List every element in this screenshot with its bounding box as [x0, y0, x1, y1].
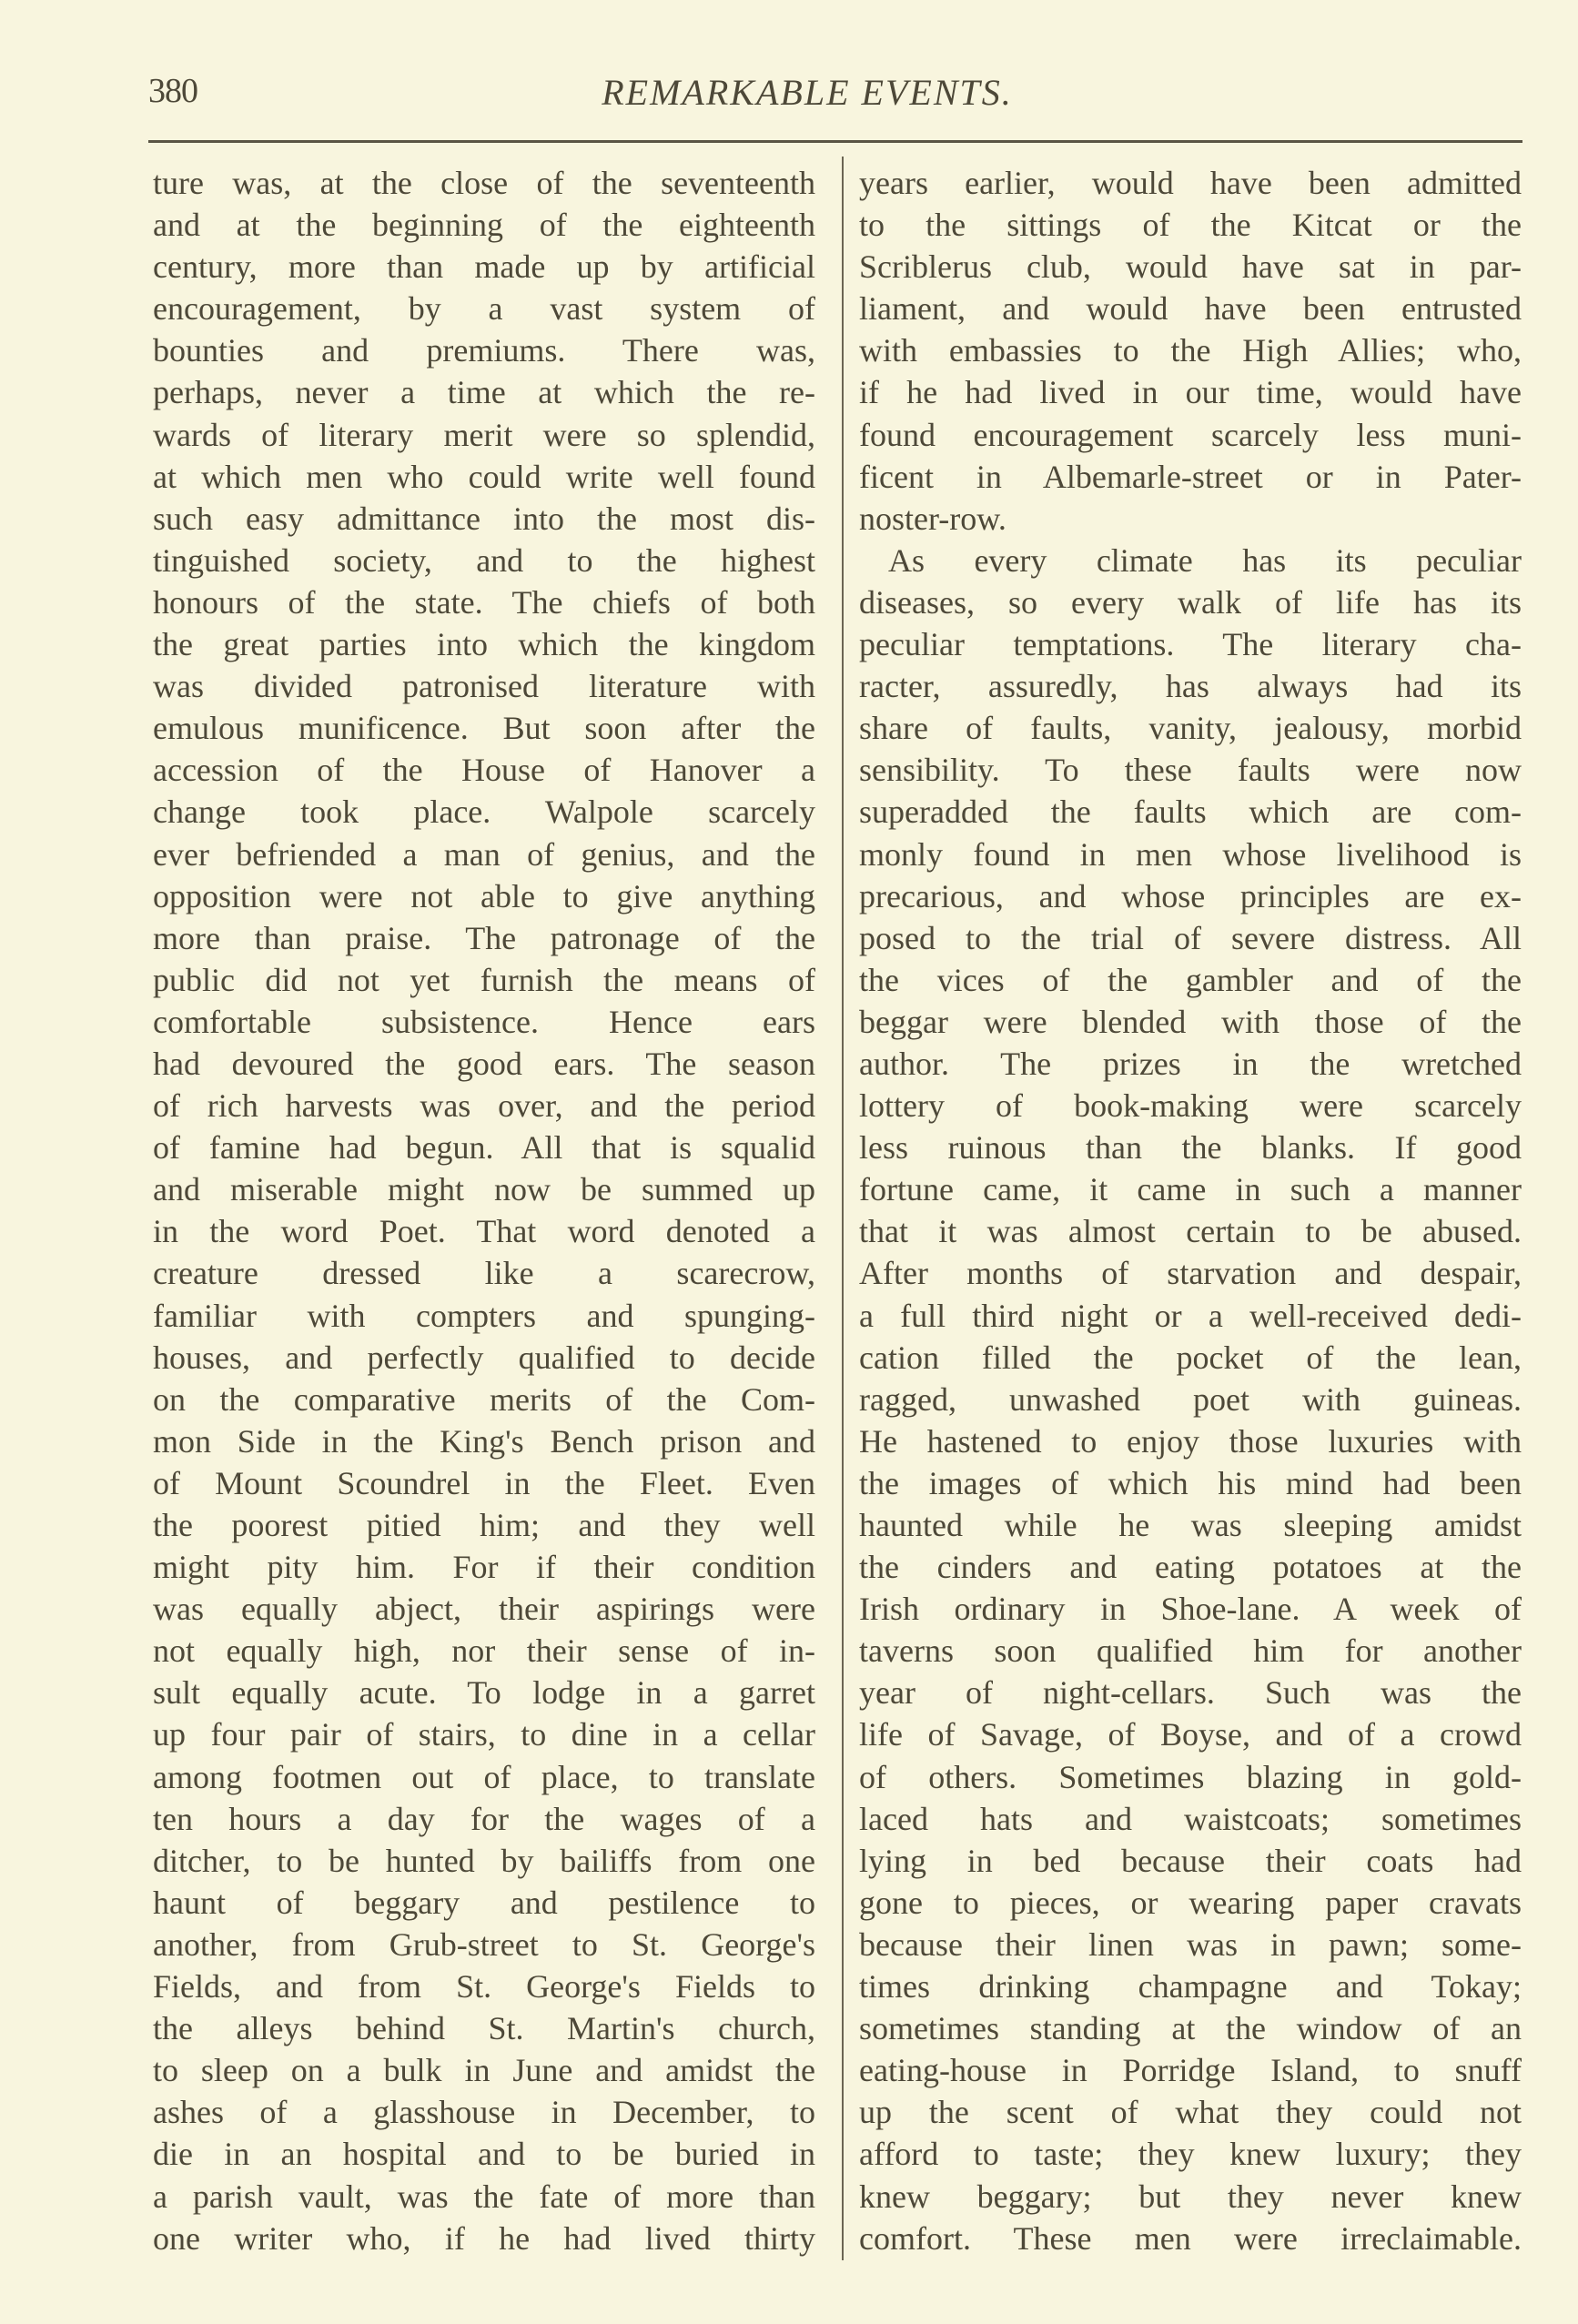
text-line: sult equally acute. To lodge in a garret [153, 1674, 815, 1712]
text-line: change took place. Walpole scarcely [153, 793, 815, 831]
text-line: taverns soon qualified him for another [859, 1632, 1522, 1670]
text-line: public did not yet furnish the means of [153, 961, 815, 998]
running-title: REMARKABLE EVENTS. [602, 72, 1013, 113]
text-line: honours of the state. The chiefs of both [153, 583, 815, 621]
text-line: wards of literary merit were so splendid, [153, 416, 815, 453]
text-line: among footmen out of place, to translate [153, 1758, 815, 1795]
text-line: times drinking champagne and Tokay; [859, 1968, 1522, 2006]
text-line: familiar with compters and spunging- [153, 1297, 815, 1334]
text-line: laced hats and waistcoats; sometimes [859, 1800, 1522, 1837]
text-line: life of Savage, of Boyse, and of a crowd [859, 1716, 1522, 1753]
text-line: ever befriended a man of genius, and the [153, 835, 815, 873]
text-line: beggar were blended with those of the [859, 1003, 1522, 1040]
text-line: years earlier, would have been admitted [859, 165, 1522, 201]
text-line: liament, and would have been entrusted [859, 290, 1522, 328]
text-line: gone to pieces, or wearing paper cravats [859, 1884, 1522, 1921]
text-line: and miserable might now be summed up [153, 1171, 815, 1208]
text-line: haunted while he was sleeping amidst [859, 1507, 1522, 1543]
left-column [153, 162, 815, 2259]
text-line: century, more than made up by artificial [153, 248, 815, 286]
text-line: ten hours a day for the wages of a [153, 1800, 815, 1837]
text-line: the vices of the gambler and of the [859, 961, 1522, 998]
text-line: up the scent of what they could not [859, 2094, 1522, 2131]
text-line: afford to taste; they knew luxury; they [859, 2136, 1522, 2173]
text-line: had devoured the good ears. The season [153, 1045, 815, 1082]
text-line: on the comparative merits of the Com- [153, 1380, 815, 1418]
text-line: a full third night or a well-received dedi- [859, 1297, 1522, 1334]
text-line: Irish ordinary in Shoe-lane. A week of [859, 1591, 1522, 1628]
text-line: ragged, unwashed poet with guineas. [859, 1380, 1522, 1418]
text-line: such easy admittance into the most dis- [153, 500, 815, 537]
text-line: less ruinous than the blanks. If good [859, 1129, 1522, 1167]
text-line: if he had lived in our time, would have [859, 374, 1522, 411]
text-line: posed to the trial of severe distress. All [859, 919, 1522, 956]
text-line: of others. Sometimes blazing in gold- [859, 1758, 1522, 1795]
text-line: year of night-cellars. Such was the [859, 1674, 1522, 1712]
text-line: superadded the faults which are com- [859, 793, 1522, 831]
text-line: the images of which his mind had been [859, 1464, 1522, 1501]
text-line: to the sittings of the Kitcat or the [859, 207, 1522, 244]
text-line: to sleep on a bulk in June and amidst the [153, 2052, 815, 2089]
text-line: not equally high, nor their sense of in- [153, 1632, 815, 1670]
text-line: another, from Grub-street to St. George's [153, 1925, 815, 1963]
text-line: monly found in men whose livelihood is [859, 835, 1522, 873]
text-line: more than praise. The patronage of the [153, 919, 815, 956]
text-line: precarious, and whose principles are ex- [859, 877, 1522, 914]
text-line: tinguished society, and to the highest [153, 541, 815, 579]
text-line: ficent in Albemarle-street or in Pater- [859, 458, 1522, 495]
text-line: haunt of beggary and pestilence to [153, 1884, 815, 1921]
text-line: As every climate has its peculiar [888, 541, 1522, 579]
text-line: author. The prizes in the wretched [859, 1045, 1522, 1082]
text-line: of rich harvests was over, and the period [153, 1087, 815, 1125]
text-line: emulous munificence. But soon after the [153, 710, 815, 747]
text-line: After months of starvation and despair, [859, 1255, 1522, 1292]
column-divider [842, 157, 844, 2260]
text-line: the great parties into which the kingdom [153, 626, 815, 663]
text-line: up four pair of stairs, to dine in a cellar [153, 1716, 815, 1753]
text-line: a parish vault, was the fate of more than [153, 2177, 815, 2215]
text-line: knew beggary; but they never knew [859, 2177, 1522, 2215]
text-line: because their linen was in pawn; some- [859, 1925, 1522, 1963]
text-line: racter, assuredly, has always had its [859, 668, 1522, 705]
text-line: fortune came, it came in such a manner [859, 1171, 1522, 1208]
text-line: of famine had begun. All that is squalid [153, 1129, 815, 1167]
text-line: of Mount Scoundrel in the Fleet. Even [153, 1464, 815, 1501]
text-line: share of faults, vanity, jealousy, morbid [859, 710, 1522, 747]
text-line: sometimes standing at the window of an [859, 2010, 1522, 2047]
text-line: eating-house in Porridge Island, to snuff [859, 2052, 1522, 2089]
text-line: accession of the House of Hanover a [153, 752, 815, 789]
text-line: peculiar temptations. The literary cha- [859, 626, 1522, 663]
text-line: comfortable subsistence. Hence ears [153, 1003, 815, 1040]
text-line: lottery of book-making were scarcely [859, 1087, 1522, 1125]
page-number: 380 [148, 72, 197, 110]
text-line: and at the beginning of the eighteenth [153, 207, 815, 244]
text-line: one writer who, if he had lived thirty [153, 2219, 815, 2257]
text-line: mon Side in the King's Bench prison and [153, 1422, 815, 1460]
text-line: perhaps, never a time at which the re- [153, 374, 815, 411]
text-line: with embassies to the High Allies; who, [859, 332, 1522, 369]
text-line: Scriblerus club, would have sat in par- [859, 248, 1522, 286]
text-line: cation filled the pocket of the lean, [859, 1339, 1522, 1376]
text-line: bounties and premiums. There was, [153, 332, 815, 369]
text-line: houses, and perfectly qualified to decide [153, 1339, 815, 1376]
text-line: opposition were not able to give anything [153, 877, 815, 914]
text-line: found encouragement scarcely less muni- [859, 416, 1522, 453]
text-line: ashes of a glasshouse in December, to [153, 2094, 815, 2131]
text-line: ture was, at the close of the seventeenth [153, 165, 815, 201]
right-column [859, 162, 1522, 2259]
text-line: Fields, and from St. George's Fields to [153, 1968, 815, 2006]
text-line: that it was almost certain to be abused. [859, 1213, 1522, 1250]
text-line: the cinders and eating potatoes at the [859, 1549, 1522, 1586]
header-rule [148, 140, 1522, 143]
text-line: was divided patronised literature with [153, 668, 815, 705]
text-line: ditcher, to be hunted by bailiffs from one [153, 1842, 815, 1879]
text-line: the alleys behind St. Martin's church, [153, 2010, 815, 2047]
text-line: at which men who could write well found [153, 458, 815, 495]
text-line: lying in bed because their coats had [859, 1842, 1522, 1879]
text-line: in the word Poet. That word denoted a [153, 1213, 815, 1250]
text-line: noster-row. [859, 500, 1006, 537]
text-line: sensibility. To these faults were now [859, 752, 1522, 789]
text-line: was equally abject, their aspirings were [153, 1591, 815, 1628]
text-line: comfort. These men were irreclaimable. [859, 2219, 1522, 2257]
text-line: He hastened to enjoy those luxuries with [859, 1422, 1522, 1460]
text-line: encouragement, by a vast system of [153, 290, 815, 328]
text-line: the poorest pitied him; and they well [153, 1507, 815, 1543]
text-line: creature dressed like a scarecrow, [153, 1255, 815, 1292]
text-line: diseases, so every walk of life has its [859, 583, 1522, 621]
text-line: might pity him. For if their condition [153, 1549, 815, 1586]
text-line: die in an hospital and to be buried in [153, 2136, 815, 2173]
